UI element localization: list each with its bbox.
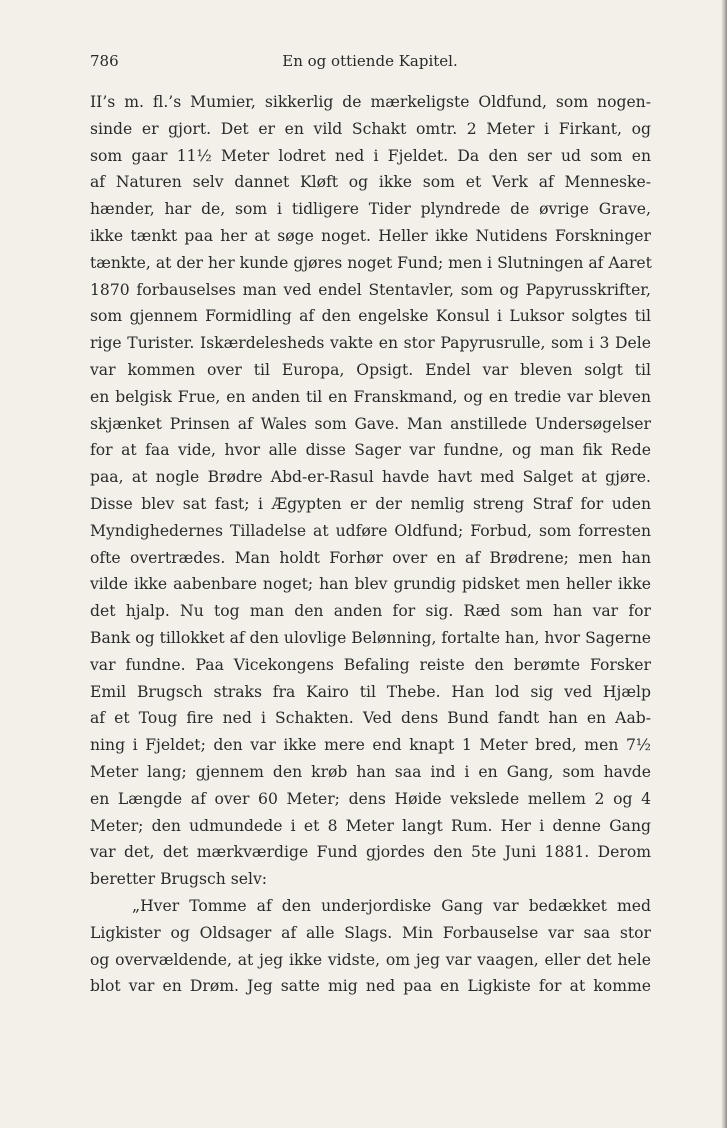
text-line: ofte overtrædes. Man holdt Forhør over en af Brødrene; men han (90, 548, 651, 567)
page-number: 786 (90, 52, 119, 70)
text-line: II’s m. fl.’s Mumier, sikkerlig de mærkeligste Oldfund, som nogen- (90, 93, 651, 111)
text-line: en Længde af over 60 Meter; dens Høide vekslede mellem 2 og 4 (90, 789, 651, 808)
text-line: Meter lang; gjennem den krøb han saa ind i en Gang, som havde (90, 762, 651, 781)
text-line: af et Toug fire ned i Schakten. Ved dens Bund fandt han en Aab- (90, 709, 651, 728)
text-line: skjænket Prinsen af Wales som Gave. Man anstillede Undersøgelser (90, 414, 651, 433)
text-line: Ligkister og Oldsager af alle Slags. Min Forbauselse var saa stor (90, 923, 651, 942)
text-line: ning i Fjeldet; den var ikke mere end knapt 1 Meter bred, men 7½ (90, 736, 651, 755)
text-line: og overvældende, at jeg ikke vidste, om jeg var vaagen, eller det hele (90, 950, 651, 969)
text-line: det hjalp. Nu tog man den anden for sig. Ræd som han var for (90, 602, 651, 621)
text-line: som gaar 11½ Meter lodret ned i Fjeldet. Da den ser ud som en (90, 146, 651, 165)
page-edge (721, 0, 727, 1128)
text-line: var det, det mærkværdige Fund gjordes den 5te Juni 1881. Derom (90, 843, 651, 862)
text-line: Disse blev sat fast; i Ægypten er der nemlig streng Straf for uden (90, 494, 651, 513)
text-line: som gjennem Formidling af den engelske Konsul i Luksor solgtes til (90, 307, 651, 326)
text-line: ikke tænkt paa her at søge noget. Heller ikke Nutidens Forskninger (90, 226, 651, 245)
text-line: beretter Brugsch selv: (90, 870, 268, 889)
text-line: hænder, har de, som i tidligere Tider plyndrede de øvrige Grave, (90, 200, 651, 219)
text-line: paa, at nogle Brødre Abd-er-Rasul havde havt med Salget at gjøre. (90, 468, 651, 487)
text-line: Bank og tillokket af den ulovlige Belønning, fortalte han, hvor Sagerne (90, 628, 651, 647)
text-line: var fundne. Paa Vicekongens Befaling reiste den berømte Forsker (90, 655, 651, 674)
text-line: vilde ikke aabenbare noget; han blev grundig pidsket men heller ikke (90, 575, 651, 594)
text-line: „Hver Tomme af den underjordiske Gang var bedækket med (132, 896, 651, 915)
body-text (90, 89, 651, 1000)
text-line: tænkte, at der her kunde gjøres noget Fund; men i Slutningen af Aaret (90, 253, 652, 272)
text-line: Meter; den udmundede i et 8 Meter langt Rum. Her i denne Gang (90, 816, 651, 835)
running-head: En og ottiende Kapitel. (282, 52, 458, 70)
text-line: Emil Brugsch straks fra Kairo til Thebe. Han lod sig ved Hjælp (90, 682, 651, 701)
page-header (90, 52, 650, 76)
text-line: 1870 forbauselses man ved endel Stentavler, som og Papyrusskrifter, (90, 280, 651, 299)
text-line: Myndighedernes Tilladelse at udføre Oldfund; Forbud, som forresten (90, 521, 651, 540)
text-line: en belgisk Frue, en anden til en Franskmand, og en tredie var bleven (90, 387, 651, 406)
text-line: for at faa vide, hvor alle disse Sager var fundne, og man fik Rede (90, 441, 651, 460)
text-line: sinde er gjort. Det er en vild Schakt omtr. 2 Meter i Firkant, og (90, 119, 651, 138)
text-line: rige Turister. Iskærdelesheds vakte en stor Papyrusrulle, som i 3 Dele (90, 334, 651, 353)
text-line: var kommen over til Europa, Opsigt. Endel var bleven solgt til (90, 360, 651, 379)
text-line: af Naturen selv dannet Kløft og ikke som et Verk af Menneske- (90, 173, 651, 192)
text-line: blot var en Drøm. Jeg satte mig ned paa en Ligkiste for at komme (90, 977, 651, 996)
